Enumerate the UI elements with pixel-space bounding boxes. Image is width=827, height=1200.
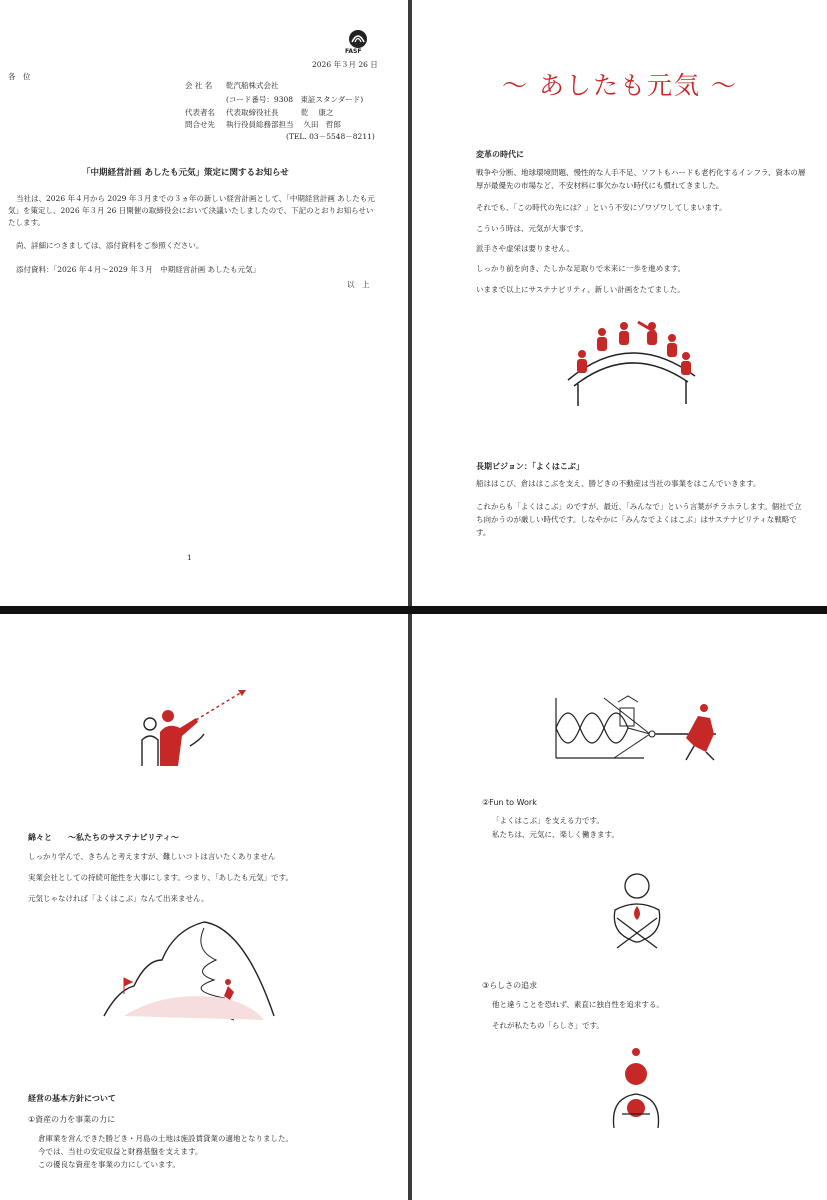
paragraph-no-genki: 元気じゃなければ「よくはこぶ」なんて出来ません。	[28, 894, 209, 903]
policy-3-line-2: それが私たちの「らしさ」です。	[492, 1021, 604, 1030]
team-meeting-illustration	[560, 318, 710, 410]
paragraph-sustainability: 実業会社としての持続可能性を大事にします。つまり、「あしたも元気」です。	[28, 873, 294, 882]
plan-title: ～ あしたも元気 ～	[502, 71, 738, 100]
policy-1-line-1: 倉庫業を営んできた勝どき・月島の土地は施設賃貸業の適地となりました。	[38, 1134, 293, 1143]
page-4	[412, 614, 827, 1200]
sustainability-heading: 綿々と ～私たちのサステナビリティ～	[28, 833, 179, 842]
section-heading-change: 変革の時代に	[476, 150, 524, 159]
date: 2026 年３月 26 日	[312, 60, 378, 69]
page-3	[0, 614, 408, 1200]
end-mark: 以 上	[347, 280, 370, 289]
policy-1-line-3: この優良な資産を事業の力にしています。	[38, 1160, 180, 1169]
page-2	[412, 0, 827, 606]
page-1	[0, 0, 408, 606]
paragraph-carry: 船ははこび、倉ははこぶを支え、勝どきの不動産は当社の事業をはこんでいきます。	[476, 479, 761, 488]
paragraph-genki: こういう時は、元気が大事です。	[476, 224, 588, 233]
policy-2-line-2: 私たちは、元気に、楽しく働きます。	[492, 830, 619, 839]
person-with-red-head-illustration	[608, 1048, 668, 1132]
policy-3-line-1: 他と違うことを恐れず、素直に独自性を追求する。	[492, 1000, 664, 1009]
tug-of-war-illustration	[554, 694, 724, 766]
policy-heading: 経営の基本方針について	[28, 1094, 116, 1103]
company-name: 乾汽船株式会社	[226, 81, 279, 90]
section-heading-vision: 長期ビジョン：「よくはこぶ」	[476, 462, 584, 471]
policy-3-heading: ③らしさの追求	[482, 981, 538, 990]
tel: (TEL. 03－5548－8211)	[286, 132, 375, 141]
paragraph-learn: しっかり学んで、きちんと考えますが、難しいコトは言いたくありません	[28, 852, 276, 861]
paragraph-new-plan: いままで以上にサステナビリティ、新しい計画をたてました。	[476, 285, 685, 294]
notice-body: 当社は、2026 年４月から 2029 年３月までの３ヵ年の新しい経営計画として、「中期経営計画 あしたも元気」を策定し、2026 年３月 26 日開催の取締役会において決議いたしましたので、下記のとおりお知らせいたします。	[8, 194, 375, 227]
notice-reference: 尚、詳細につきましては、添付資料をご参照ください。	[16, 241, 204, 250]
pointing-team-illustration	[130, 690, 250, 772]
policy-1-heading: ①資産の力を事業の力に	[28, 1115, 116, 1124]
paragraph-step-forward: しっかり前を向き、たしかな足取りで未来に一歩を進めます。	[476, 264, 686, 273]
code-line: (コード番号：9308 東証スタンダード)	[226, 95, 364, 104]
page-number: 1	[187, 553, 192, 562]
rep-value: 代表取締役社長 乾 康之	[226, 108, 334, 117]
contact-value: 執行役員総務部担当 久田 哲郎	[226, 120, 341, 129]
notice-title: 「中期経営計画 あしたも元気」策定に関するお知らせ	[82, 168, 289, 178]
paragraph-risks: 戦争や分断、地球環境問題、慢性的な人手不足、ソフトもハードも老朽化するインフラ、資本の層厚が最優先の市場など、不安材料に事欠かない時代にも慣れてきました。	[476, 168, 806, 190]
attachment-line: 添付資料：「2026 年４月～2029 年３月 中期経営計画 あしたも元気」	[16, 265, 261, 274]
company-label: 会 社 名	[185, 81, 213, 90]
paragraph-no-vanity: 派手さや虚栄は要りません。	[476, 244, 574, 253]
fasf-logo-text: FASF	[345, 48, 362, 55]
addressee: 各 位	[8, 72, 31, 81]
paragraph-together: これからも「よくはこぶ」のですが、最近、「みんなで」という言葉がチラホラします。個社で立ち向かうのが厳しい時代です。しなやかに「みんなでよくはこぶ」はサステナビリティな戦略です。	[476, 502, 802, 537]
horizontal-page-divider	[0, 606, 827, 614]
contact-label: 問合せ先	[185, 120, 215, 129]
heart-flame-person-illustration	[607, 872, 667, 952]
paragraph-anxiety: それでも、「この時代の先には？」という不安にゾワゾワしてしまいます。	[476, 203, 727, 212]
policy-1-line-2: 今では、当社の安定収益と財務基盤を支えます。	[38, 1147, 203, 1156]
policy-2-line-1: 「よくはこぶ」を支える力です。	[492, 816, 604, 825]
policy-2-heading: ②Fun to Work	[482, 798, 537, 807]
mountain-path-illustration	[104, 920, 280, 1026]
rep-label: 代表者名	[185, 108, 215, 117]
